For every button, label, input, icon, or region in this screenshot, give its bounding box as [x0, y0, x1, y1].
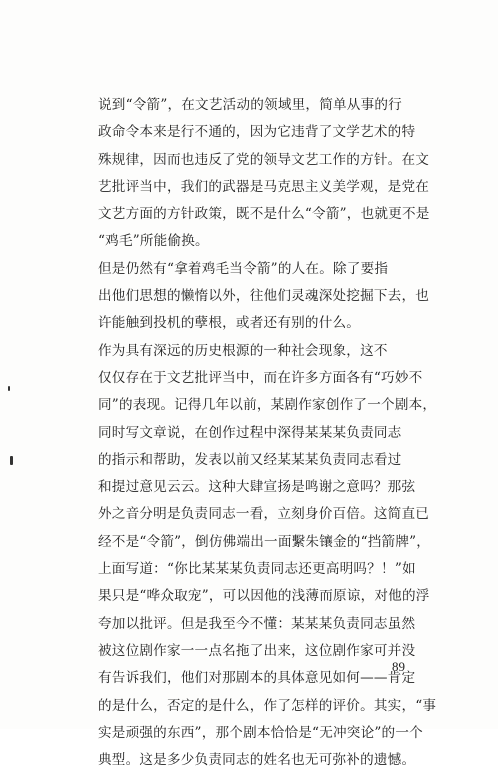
text-line: 夸加以批评。但是我至今不懂：某某某负责同志虽然 — [98, 615, 416, 632]
text-line: 艺批评当中，我们的武器是马克思主义美学观，是党在 — [98, 178, 430, 195]
text-line: 上面写道：“你比某某某负责同志还更高明吗？！”如 — [98, 561, 416, 578]
text-line: 但是仍然有“拿着鸡毛当令箭”的人在。除了要指 — [98, 260, 389, 277]
text-line: 同”的表现。记得几年以前，某剧作家创作了一个剧本， — [98, 397, 437, 414]
text-line: 作为具有深远的历史根源的一种社会现象，这不 — [98, 342, 388, 359]
body-text — [98, 92, 437, 774]
margin-speck — [8, 386, 10, 391]
text-line: 同时写文章说，在创作过程中深得某某某负责同志 — [98, 424, 402, 441]
margin-speck — [10, 456, 13, 465]
text-line: 实是顽强的东西”，那个剧本恰恰是“无冲突论”的一个 — [98, 724, 423, 741]
text-line: 文艺方面的方针政策，既不是什么“令箭”，也就更不是 — [98, 206, 430, 223]
text-line: 说到“令箭”，在文艺活动的领域里，简单从事的行 — [98, 97, 402, 113]
text-line: 仅仅存在于文艺批评当中，而在许多方面各有“巧妙不 — [98, 369, 423, 386]
text-line: 的是什么，否定的是什么，作了怎样的评价。其实，“事 — [98, 697, 437, 714]
text-line: 的指示和帮助，发表以前又经某某某负责同志看过 — [98, 451, 402, 468]
text-line: 果只是“哗众取宠”，可以因他的浅薄而原谅，对他的浮 — [98, 588, 430, 605]
text-line: 外之音分明是负责同志一看，立刻身价百倍。这简直已 — [98, 506, 430, 523]
page-number: 89 — [392, 659, 405, 674]
text-line: 和提过意见云云。这种大肆宣扬是鸣谢之意吗？那弦 — [98, 479, 416, 496]
text-line: 经不是“令箭”，倒仿佛端出一面繫朱镶金的“挡箭牌”， — [98, 533, 431, 550]
text-line: 典型。这是多少负责同志的姓名也无可弥补的遗憾。 — [98, 752, 416, 769]
text-line: 出他们思想的懒惰以外，往他们灵魂深处挖掘下去，也 — [98, 288, 430, 305]
text-line: 有告诉我们，他们对那剧本的具体意见如何——肯定 — [98, 670, 416, 687]
text-line: 殊规律，因而也违反了党的领导文艺工作的方针。在文 — [98, 151, 430, 168]
text-line: 许能触到投机的孽根，或者还有别的什么。 — [98, 315, 361, 332]
text-line: 政命令本来是行不通的，因为它违背了文学艺术的特 — [98, 124, 416, 141]
text-line: “鸡毛”所能偷换。 — [98, 233, 209, 250]
text-line: 被这位剧作家一一点名拖了出来，这位剧作家可并没 — [98, 642, 416, 659]
